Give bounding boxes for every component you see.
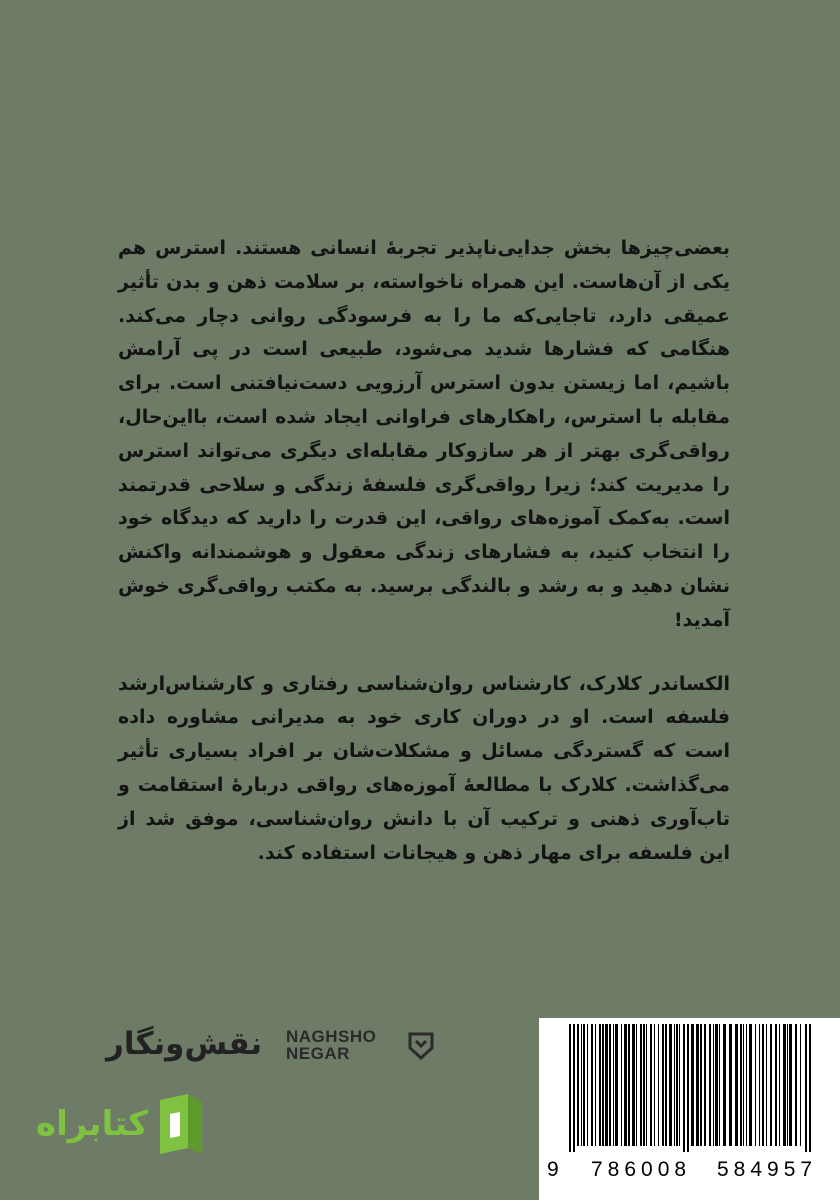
barcode-bar: [665, 1024, 667, 1146]
barcode-digits-group1: 786008: [591, 1158, 692, 1181]
publisher-name-fa: نقش‌ونگار: [106, 1026, 263, 1062]
store-name: کتابراه: [36, 1104, 149, 1144]
barcode-bar: [591, 1024, 593, 1146]
barcode-bar: [789, 1024, 792, 1146]
barcode-bar: [729, 1024, 732, 1146]
barcode-digit-first: 9: [547, 1158, 559, 1181]
publisher-name-en-line2: NEGAR: [286, 1044, 350, 1063]
blurb-paragraph-intro: بعضی‌چیزها بخش جدایی‌ناپذیر تجربهٔ انسانی هستند. استرس هم یکی از آن‌هاست. این همراه ناخواسته، بر سلامت ذهن و بدن تأثیر عمیقی دارد، تاجایی‌که ما را به فرسودگی روانی دچار می‌کند. هنگامی که فشارها شدید می‌شود، طبیعی است در پی آرامش باشیم، اما زیستن بدون استرس آرزویی دست‌نیافتنی است. برای مقابله با استرس، راهکارهای فراوانی ایجاد شده است، بااین‌حال، رواقی‌گری بهتر از هر سازوکار مقابله‌ای دیگری می‌تواند استرس را مدیریت کند؛ زیرا رواقی‌گری فلسفهٔ زندگی و سلاحی قدرتمند است. به‌کمک آموزه‌های رواقی، این قدرت را دارید که دیدگاه خود را انتخاب کنید، به فشارهای زندگی معقول و هوشمندانه واکنش نشان دهید و به رشد و بالندگی برسید. به مکتب رواقی‌گری خوش آمدید!: [118, 237, 730, 631]
barcode-bar: [704, 1024, 706, 1146]
barcode-bar: [595, 1024, 596, 1146]
barcode-bar: [719, 1024, 720, 1146]
barcode-bar: [615, 1024, 618, 1146]
barcode-bar: [650, 1024, 652, 1146]
isbn-barcode: [539, 1018, 840, 1200]
barcode-bar: [605, 1024, 608, 1146]
barcode-bar: [775, 1024, 777, 1146]
barcode-bar: [709, 1024, 711, 1146]
back-cover-blurb: [118, 232, 730, 870]
barcode-bar: [743, 1024, 744, 1146]
barcode-bar: [805, 1024, 807, 1152]
barcode-bar: [740, 1024, 742, 1146]
barcode-bar: [573, 1024, 575, 1152]
barcode-bar: [679, 1024, 680, 1146]
barcode-bar: [723, 1024, 726, 1146]
barcode-bar: [581, 1024, 582, 1146]
barcode-bar: [621, 1024, 622, 1146]
barcode-bar: [755, 1024, 756, 1146]
barcode-bar: [646, 1024, 647, 1146]
barcode-bar: [779, 1024, 780, 1146]
barcode-bar: [713, 1024, 714, 1146]
barcode-bar: [636, 1024, 637, 1146]
barcode-bar: [759, 1024, 760, 1146]
barcode-bar: [787, 1024, 788, 1146]
barcode-bar: [674, 1024, 675, 1146]
blurb-paragraph-author: الکساندر کلارک، کارشناس روان‌شناسی رفتاری و کارشناس‌ارشد فلسفه است. او در دوران کاری خود به مدیرانی مشاوره داده است که گستردگی مسائل و مشکلات‌شان بر افراد بسیاری تأثیر می‌گذاشت. کلارک با مطالعهٔ آموزه‌های رواقی دربارهٔ استقامت و تاب‌آوری ذهنی و ترکیب آن با دانش روان‌شناسی، موفق شد از این فلسفه برای مهار ذهن و هیجانات استفاده کند.: [118, 672, 730, 864]
barcode-bar: [800, 1024, 801, 1146]
barcode-bar: [624, 1024, 627, 1146]
barcode-bar: [640, 1024, 642, 1146]
store-logo: [36, 1092, 211, 1158]
barcode-bar: [643, 1024, 645, 1146]
barcode-bar: [654, 1024, 655, 1146]
barcode-bar: [691, 1024, 694, 1146]
barcode-bar: [662, 1024, 664, 1146]
publisher-mark-icon: [408, 1032, 434, 1060]
publisher-logo: [106, 1022, 446, 1074]
barcode-bar: [687, 1024, 689, 1152]
barcode-bar: [700, 1024, 702, 1146]
barcode-bar: [577, 1024, 579, 1146]
barcode-bar: [746, 1024, 747, 1146]
barcode-bar: [715, 1024, 718, 1146]
barcode-bar: [749, 1024, 752, 1146]
barcode-bar: [783, 1024, 786, 1146]
barcode-bar: [587, 1024, 588, 1146]
barcode-bar: [809, 1024, 811, 1152]
barcode-digits-group2: 584957: [717, 1158, 818, 1181]
barcode-bar: [683, 1024, 685, 1152]
barcode-bar: [632, 1024, 635, 1146]
barcode-bar: [658, 1024, 659, 1146]
publisher-name-en: [286, 1028, 376, 1062]
barcode-bar: [602, 1024, 604, 1146]
barcode-bar: [762, 1024, 764, 1146]
barcode-bar: [583, 1024, 585, 1146]
barcode-bar: [676, 1024, 678, 1146]
barcode-bar: [609, 1024, 611, 1146]
barcode-bar: [735, 1024, 738, 1146]
barcode-bar: [770, 1024, 772, 1146]
barcode-bar: [599, 1024, 601, 1146]
barcode-bar: [766, 1024, 767, 1146]
barcode-bar: [795, 1024, 797, 1146]
barcode-bar: [696, 1024, 699, 1146]
barcode-bars: [547, 1024, 831, 1152]
barcode-bar: [569, 1024, 571, 1152]
barcode-bar: [613, 1024, 614, 1146]
barcode-bar: [669, 1024, 672, 1146]
book-icon: [148, 1092, 212, 1158]
barcode-bar: [628, 1024, 630, 1146]
publisher-name-en-line1: NAGHSHO: [286, 1027, 377, 1046]
